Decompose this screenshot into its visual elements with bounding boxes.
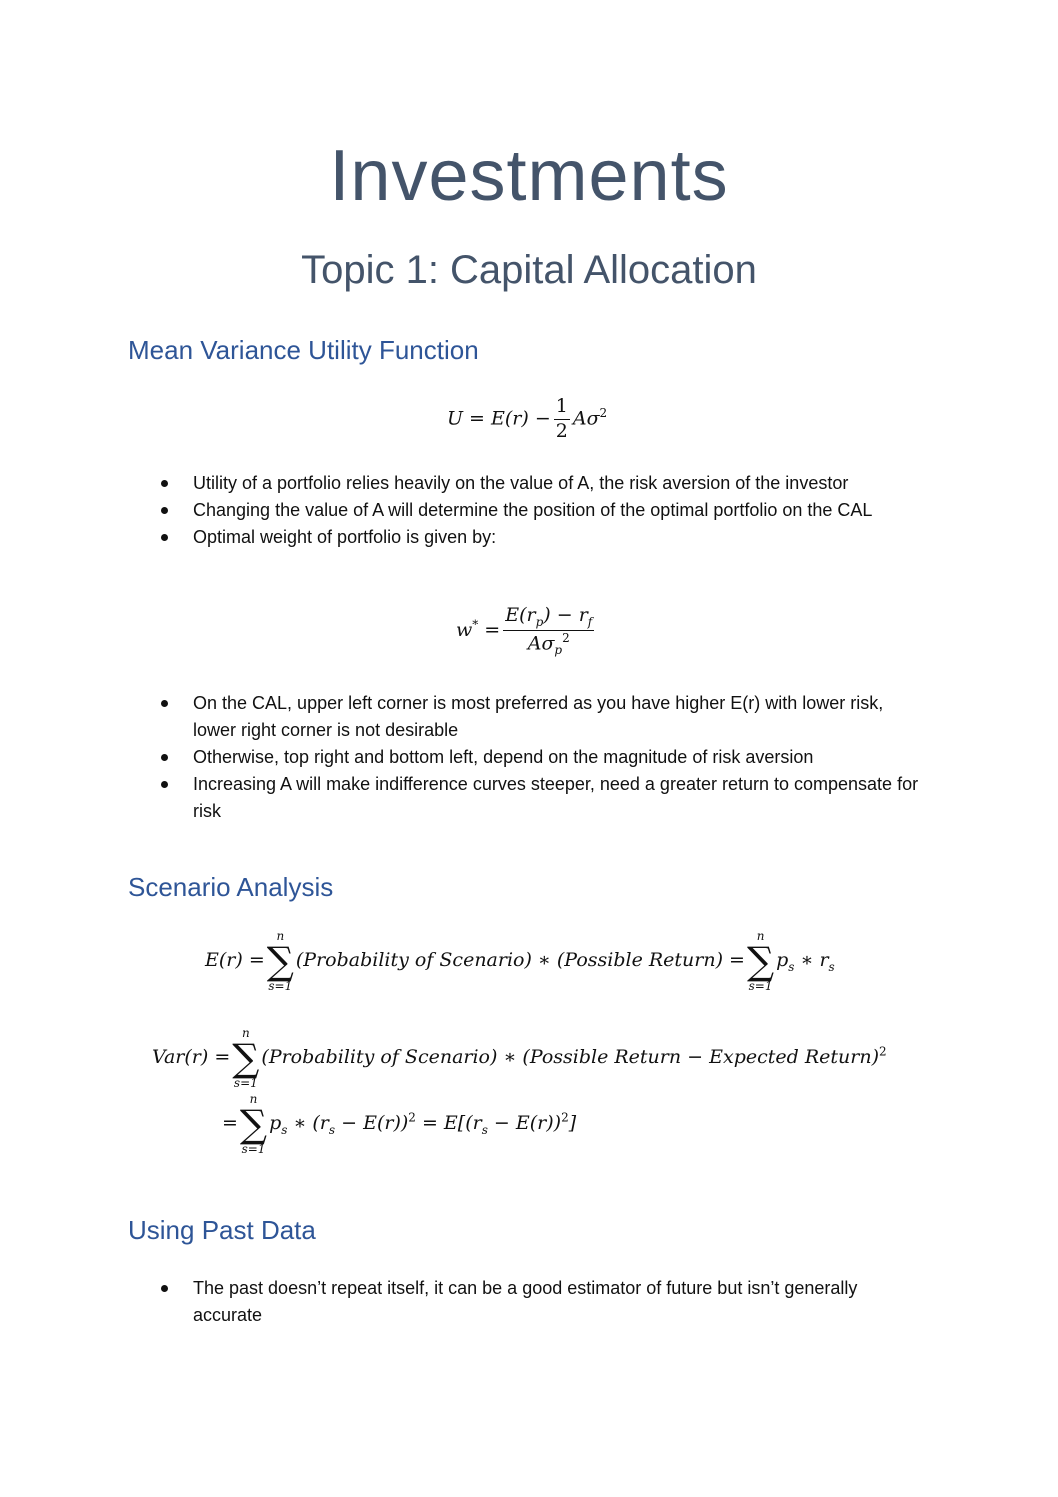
list-item: Increasing A will make indifference curves steeper, need a greater return to compensate for risk [159,771,919,825]
page-title: Investments [329,136,729,216]
page-subtitle: Topic 1: Capital Allocation [301,248,757,292]
eq-probability-text: (Probability of Scenario) [261,1046,498,1068]
list-item: Changing the value of A will determine the position of the optimal portfolio on the CAL [159,497,919,524]
section-heading-mean-variance: Mean Variance Utility Function [128,335,479,365]
section-heading-scenario-analysis: Scenario Analysis [128,872,334,902]
list-item: Otherwise, top right and bottom left, depend on the magnitude of risk aversion [159,744,919,771]
bullet-list-utility [159,470,919,551]
optimal-weight-equation: w* = $\frac{E(r_p) - r_f}{A\sigma_p^2}$ [456,604,593,657]
list-item: Utility of a portfolio relies heavily on the value of A, the risk aversion of the investor [159,470,919,497]
eq-possible-return-text: (Possible Return) [556,949,724,971]
list-item: The past doesn’t repeat itself, it can be a good estimator of future but isn’t generally accurate [159,1275,919,1329]
section-heading-past-data: Using Past Data [128,1215,316,1245]
list-item: On the CAL, upper left corner is most preferred as you have higher E(r) with lower risk, lower right corner is not desirable [159,690,919,744]
utility-equation: U = E(r) − $\frac{1}{2}$ $A\sigma^2$ [447,395,608,442]
eq-possible-expected-text: (Possible Return − Expected Return) [522,1046,879,1068]
bullet-list-past-data [159,1275,919,1329]
variance-equation-expanded: = n ∑ s=1 $p_s$ ∗ $(r_s - E(r))^2 = E[(r_s - E(r))^2]$ [222,1092,577,1156]
bullet-list-cal [159,690,919,825]
list-item: Optimal weight of portfolio is given by: [159,524,919,551]
eq-probability-text: (Probability of Scenario) [295,949,532,971]
expected-return-equation: E(r) = n ∑ s=1 (Probability of Scenario) ∗ (Possible Return) = n ∑ s=1 $p_s$ ∗ $r_s$ [205,929,835,993]
variance-equation: Var(r) = n ∑ s=1 (Probability of Scenario) ∗ (Possible Return − Expected Return)$^2$ [152,1026,887,1090]
